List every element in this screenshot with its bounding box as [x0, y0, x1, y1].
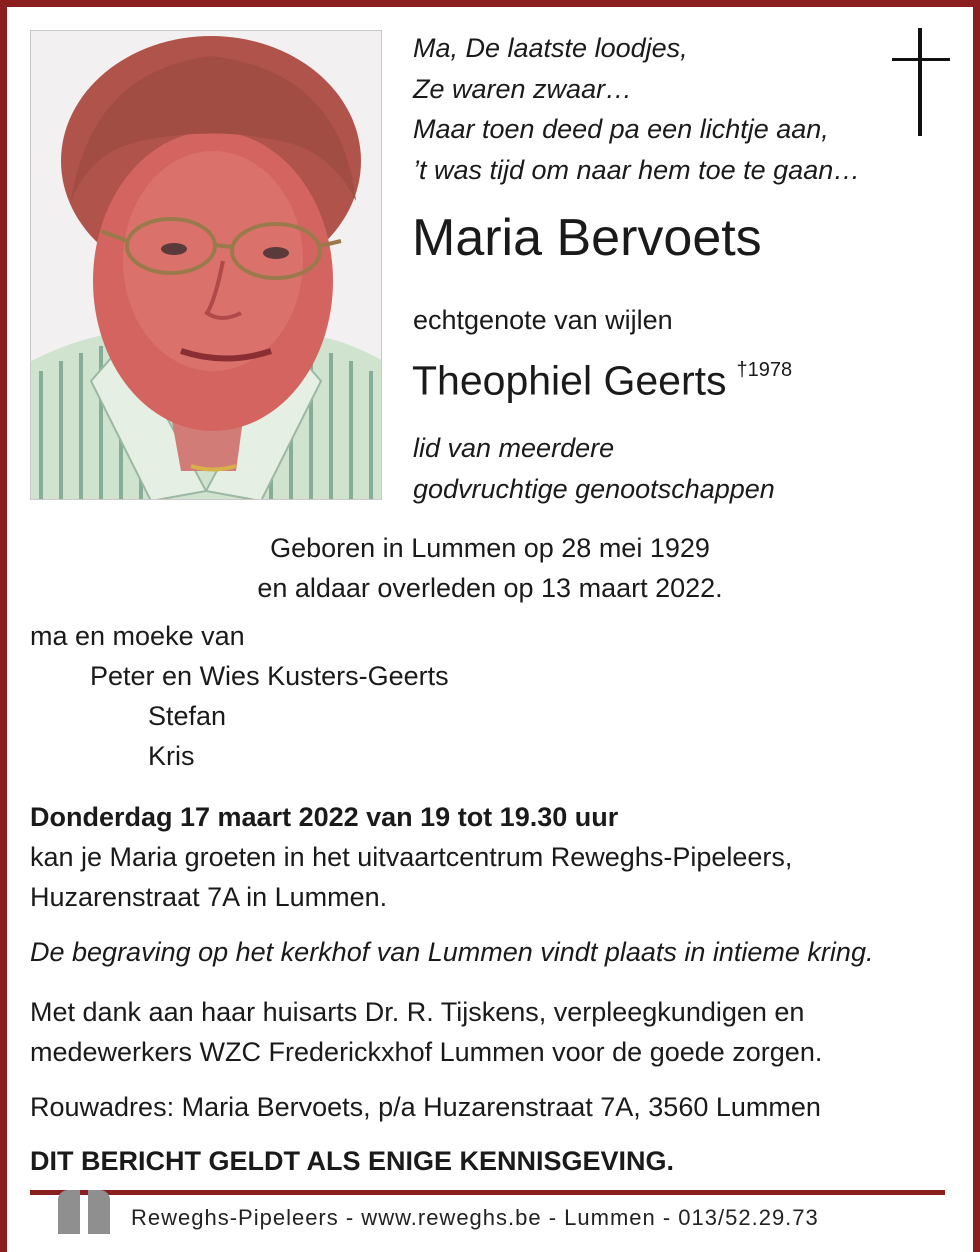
official-notice: DIT BERICHT GELDT ALS ENIGE KENNISGEVING.	[30, 1146, 675, 1176]
deceased-name: Maria Bervoets	[412, 209, 762, 267]
visitation-line: kan je Maria groeten in het uitvaartcentrum Reweghs-Pipeleers,	[30, 842, 793, 872]
footer-contact: Reweghs-Pipeleers - www.reweghs.be - Lummen - 013/52.29.73	[131, 1205, 819, 1230]
poem-line: Maar toen deed pa een lichtje aan,	[413, 114, 829, 144]
family-member: Stefan	[148, 701, 227, 731]
visitation-info	[30, 797, 960, 917]
thanks-note	[30, 992, 822, 1072]
death-line: en aldaar overleden op 13 maart 2022.	[257, 573, 723, 603]
membership-line: godvruchtige genootschappen	[413, 473, 775, 504]
poem-line: ’t was tijd om naar hem toe te gaan…	[413, 154, 861, 185]
mourning-address: Rouwadres: Maria Bervoets, p/a Huzarenstraat 7A, 3560 Lummen	[30, 1092, 821, 1122]
thanks-line: Met dank aan haar huisarts Dr. R. Tijskens, verpleegkundigen en	[30, 997, 805, 1027]
poem-line: Ma, De laatste loodjes,	[413, 33, 688, 63]
visitation-when: Donderdag 17 maart 2022 van 19 tot 19.30 uur	[30, 802, 619, 832]
spouse-name-line	[412, 346, 792, 409]
family-label: ma en moeke van	[30, 621, 245, 651]
poem	[413, 28, 933, 190]
spouse-label: echtgenote van wijlen	[413, 305, 673, 335]
thanks-line: medewerkers WZC Frederickxhof Lummen voor de goede zorgen.	[30, 1037, 823, 1067]
cross-icon	[892, 28, 950, 136]
family-member: Peter en Wies Kusters-Geerts	[90, 661, 449, 691]
footer-divider	[30, 1190, 945, 1195]
family-member: Kris	[148, 741, 195, 771]
poem-line: Ze waren zwaar…	[413, 73, 633, 104]
visitation-line: Huzarenstraat 7A in Lummen.	[30, 882, 388, 912]
spouse-death-year: †1978	[736, 359, 793, 381]
burial-note: De begraving op het kerkhof van Lummen vindt plaats in intieme kring.	[30, 937, 874, 967]
birth-line: Geboren in Lummen op 28 mei 1929	[270, 533, 710, 563]
membership	[413, 428, 775, 509]
funeral-home-logo-icon	[58, 1186, 114, 1234]
portrait-photo	[30, 30, 382, 500]
membership-line: lid van meerdere	[413, 433, 615, 463]
spouse-name: Theophiel Geerts	[412, 357, 727, 404]
birth-death-dates	[0, 528, 980, 608]
